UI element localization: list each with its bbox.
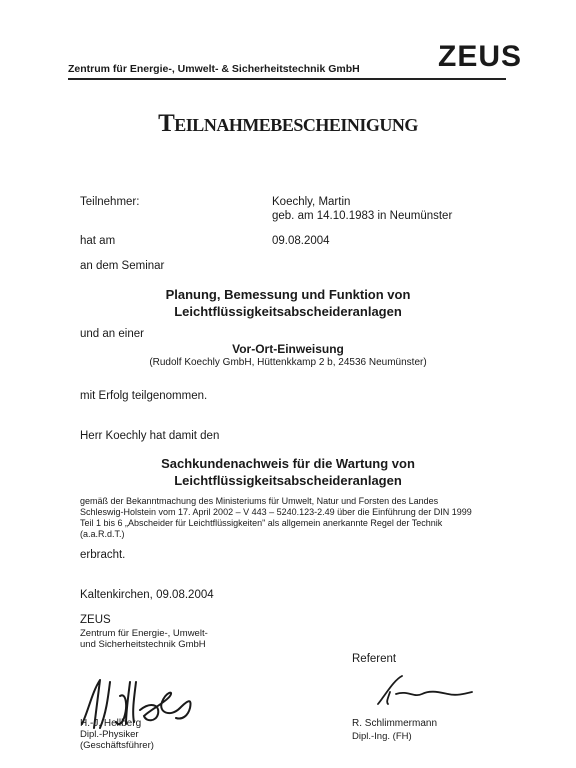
and-intro: und an einer	[80, 328, 144, 340]
participant-birth: geb. am 14.10.1983 in Neumünster	[272, 210, 453, 222]
seminar-title-line1: Planung, Bemessung und Funktion von	[165, 287, 411, 302]
issuer-name: ZEUS	[80, 614, 111, 626]
completed-text: erbracht.	[80, 549, 126, 561]
date-label: hat am	[80, 235, 116, 247]
seminar-intro: an dem Seminar	[80, 260, 165, 272]
success-text: mit Erfolg teilgenommen.	[80, 390, 208, 402]
signer-left-name: H.-J. Hellberg	[80, 718, 142, 729]
proof-intro: Herr Koechly hat damit den	[80, 430, 220, 442]
participant-label: Teilnehmer:	[80, 196, 140, 208]
zeus-logo: ZEUS	[438, 40, 523, 73]
issuer-line1: Zentrum für Energie-, Umwelt-	[80, 628, 208, 639]
header-organization: Zentrum für Energie-, Umwelt- & Sicherheitstechnik GmbH	[68, 63, 360, 75]
signer-left-title2: (Geschäftsführer)	[80, 740, 154, 751]
referent-label: Referent	[352, 653, 397, 665]
header-divider	[68, 78, 506, 80]
signer-left-title1: Dipl.-Physiker	[80, 729, 139, 740]
legal-line2: Schleswig-Holstein vom 17. April 2002 – V 443 – 5240.123-2.49 über die Einführung der DIN 1999	[80, 507, 472, 517]
participant-name: Koechly, Martin	[272, 196, 351, 208]
signer-right-name: R. Schlimmermann	[352, 718, 438, 729]
date-value: 09.08.2004	[272, 235, 330, 247]
place-date: Kaltenkirchen, 09.08.2004	[80, 589, 214, 601]
proof-title-line2: Leichtflüssigkeitsabscheideranlagen	[174, 473, 402, 488]
legal-line4: (a.a.R.d.T.)	[80, 529, 125, 539]
signer-right-title1: Dipl.-Ing. (FH)	[352, 731, 412, 742]
proof-title-line1: Sachkundenachweis für die Wartung von	[161, 456, 415, 471]
instruction-title: Vor-Ort-Einweisung	[232, 342, 344, 356]
signature-right-image	[368, 670, 478, 710]
issuer-line2: und Sicherheitstechnik GmbH	[80, 639, 206, 650]
legal-line3: Teil 1 bis 6 „Abscheider für Leichtflüssigkeiten" als allgemein anerkannte Regel der Technik	[80, 518, 443, 528]
legal-line1: gemäß der Bekanntmachung des Ministeriums für Umwelt, Natur und Forsten des Landes	[80, 496, 439, 506]
instruction-location: (Rudolf Koechly GmbH, Hüttenkkamp 2 b, 24536 Neumünster)	[149, 357, 427, 368]
document-title: Teilnahmebescheinigung	[158, 110, 418, 137]
seminar-title-line2: Leichtflüssigkeitsabscheideranlagen	[174, 304, 402, 319]
